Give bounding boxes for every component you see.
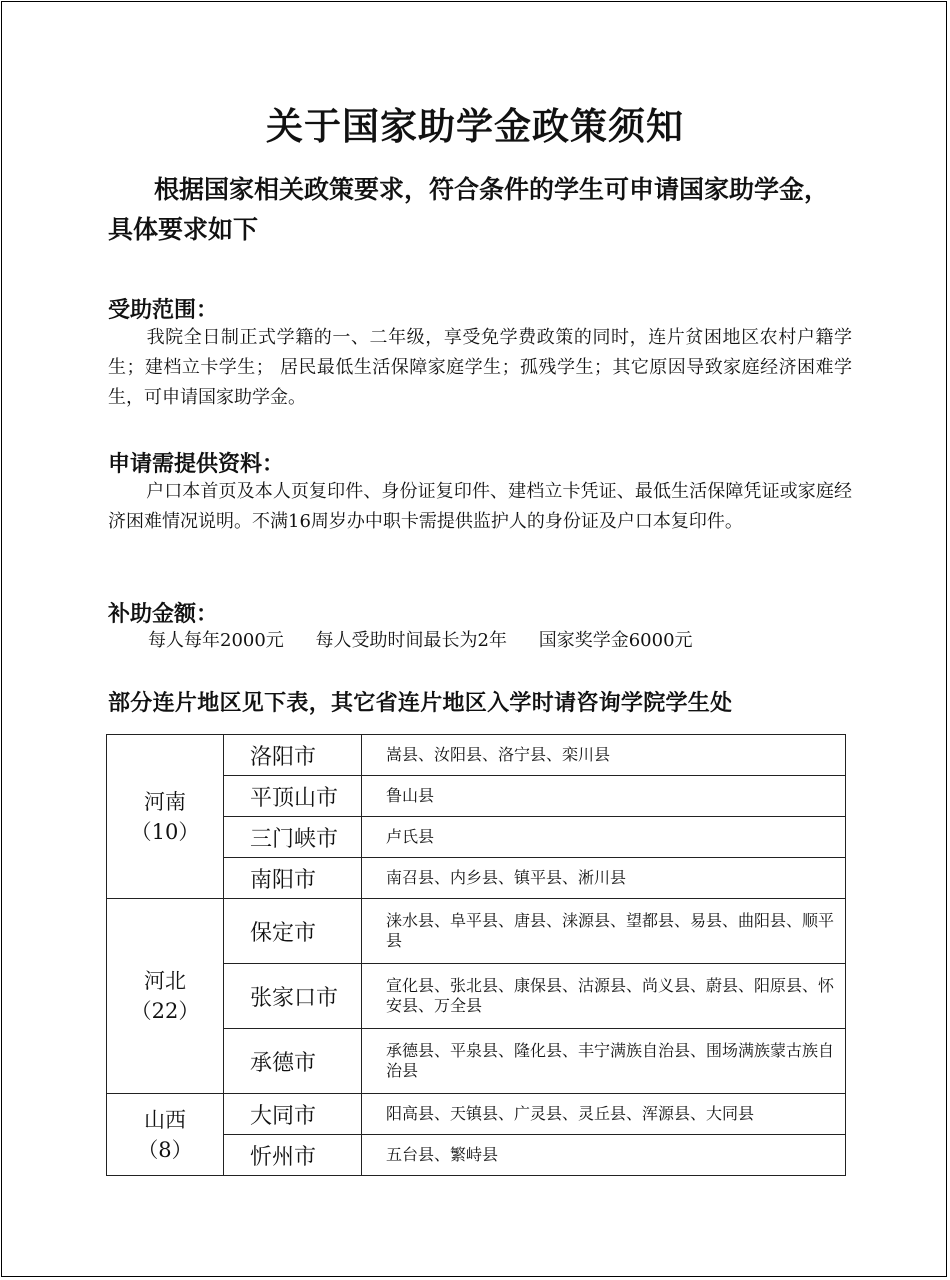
- counties-cell: 宣化县、张北县、康保县、沽源县、尚义县、蔚县、阳原县、怀安县、万全县: [362, 964, 846, 1029]
- city-cell: 忻州市: [224, 1135, 362, 1176]
- province-count: （10）: [130, 819, 200, 844]
- province-name: 河北: [144, 969, 186, 993]
- section-body-scope: [108, 323, 852, 413]
- province-name: 河南: [144, 789, 186, 814]
- counties-cell: 五台县、繁峙县: [362, 1135, 846, 1176]
- counties-cell: 鲁山县: [362, 776, 846, 817]
- counties-cell: 南召县、内乡县、镇平县、淅川县: [362, 858, 846, 899]
- section-text-materials: 户口本首页及本人页复印件、身份证复印件、建档立卡凭证、最低生活保障凭证或家庭经济困难情况说明。不满16周岁办中职卡需提供监护人的身份证及户口本复印件。: [108, 481, 852, 532]
- city-cell: 大同市: [224, 1094, 362, 1135]
- table-row: [107, 735, 846, 776]
- city-cell: 南阳市: [224, 858, 362, 899]
- province-count: （22）: [130, 999, 200, 1023]
- counties-cell: 涞水县、阜平县、唐县、涞源县、望都县、易县、曲阳县、顺平县: [362, 899, 846, 964]
- amount-national-scholarship: 国家奖学金6000元: [538, 630, 693, 651]
- province-name: 山西: [144, 1107, 186, 1132]
- section-body-materials: [108, 477, 852, 537]
- province-count: （8）: [137, 1137, 193, 1162]
- province-cell: [107, 735, 224, 899]
- counties-cell: 卢氏县: [362, 817, 846, 858]
- counties-cell: 承德县、平泉县、隆化县、丰宁满族自治县、围场满族蒙古族自治县: [362, 1029, 846, 1094]
- table-row: [107, 1094, 846, 1135]
- province-cell: [107, 1094, 224, 1176]
- city-cell: 洛阳市: [224, 735, 362, 776]
- page-title: 关于国家助学金政策须知: [266, 104, 684, 148]
- section-heading-scope: 受助范围：: [108, 298, 219, 323]
- counties-cell: 阳高县、天镇县、广灵县、灵丘县、浑源县、大同县: [362, 1094, 846, 1135]
- section-heading-amount: 补助金额：: [108, 602, 219, 627]
- city-cell: 平顶山市: [224, 776, 362, 817]
- amount-per-year: 每人每年2000元: [148, 630, 284, 651]
- intro-paragraph: [108, 170, 848, 250]
- intro-text: 根据国家相关政策要求，符合条件的学生可申请国家助学金，具体要求如下: [108, 175, 830, 244]
- city-cell: 保定市: [224, 899, 362, 964]
- regions-table: [106, 734, 846, 1176]
- section-heading-materials: 申请需提供资料：: [108, 452, 285, 477]
- table-caption: 部分连片地区见下表，其它省连片地区入学时请咨询学院学生处: [108, 690, 733, 716]
- amount-max-duration: 每人受助时间最长为2年: [315, 630, 507, 651]
- city-cell: 张家口市: [224, 964, 362, 1029]
- table-row: [107, 899, 846, 964]
- city-cell: 承德市: [224, 1029, 362, 1094]
- counties-cell: 嵩县、汝阳县、洛宁县、栾川县: [362, 735, 846, 776]
- province-cell: [107, 899, 224, 1094]
- amount-line: [148, 626, 719, 652]
- section-text-scope: 我院全日制正式学籍的一、二年级，享受免学费政策的同时，连片贫困地区农村户籍学生；建档立卡学生； 居民最低生活保障家庭学生；孤残学生；其它原因导致家庭经济困难学生，可申请国家助学金。: [108, 327, 852, 408]
- city-cell: 三门峡市: [224, 817, 362, 858]
